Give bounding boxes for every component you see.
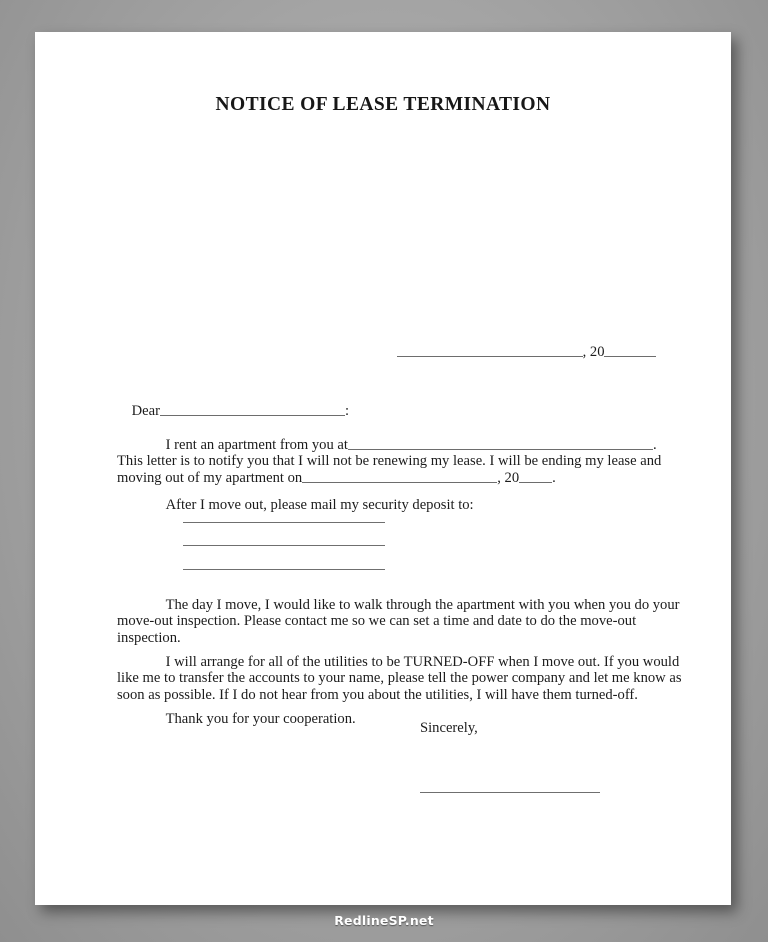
document-page	[35, 32, 731, 905]
salutation-blank-field[interactable]	[160, 403, 345, 416]
salutation-colon: :	[344, 402, 350, 419]
walkthrough-text: The day I move, I would like to walk through the apartment with you when you do your move-out inspection. Please contact me so we can set a time and date to do the move-out inspection.	[117, 596, 684, 646]
rent-lead-text: I rent an apartment from you at	[165, 436, 348, 453]
closing-salutation: Sincerely,	[420, 720, 478, 736]
deposit-address-line-3[interactable]	[183, 569, 385, 570]
deposit-address-line-1[interactable]	[183, 522, 385, 523]
signature-line[interactable]	[420, 792, 600, 793]
deposit-text: After I move out, please mail my security deposit to:	[165, 496, 474, 513]
rent-line3-year-prefix: , 20	[497, 469, 520, 486]
rent-address-blank-field[interactable]	[348, 437, 653, 450]
utilities-text-part1: I will arrange for all of the utilities to be	[165, 653, 404, 670]
utilities-emphasis: TURNED-OFF	[403, 653, 495, 670]
deposit-address-line-2[interactable]	[183, 545, 385, 546]
thanks-text: Thank you for your cooperation.	[165, 710, 356, 727]
date-blank-field[interactable]	[397, 344, 583, 357]
date-year-prefix: , 20	[582, 343, 605, 360]
date-year-blank-field[interactable]	[604, 344, 656, 357]
page-title: NOTICE OF LEASE TERMINATION	[215, 94, 551, 115]
rent-lead-period: .	[652, 436, 657, 453]
rent-line3-lead: moving out of my apartment on	[117, 469, 303, 486]
utilities-text-part2: when I move out. If you would like me to transfer the accounts to your name, please tell the power company and let me know as soon as possible. If I do not hear from you about the utilities, I will have them turned-off.	[117, 653, 686, 703]
date-line	[382, 327, 702, 377]
rent-line2-text: This letter is to notify you that I will not be renewing my lease. I will be ending my lease and	[117, 453, 662, 470]
salutation-label: Dear	[131, 402, 160, 419]
rent-line3-end: .	[552, 469, 556, 486]
watermark-label: RedlineSP.net	[334, 913, 434, 928]
